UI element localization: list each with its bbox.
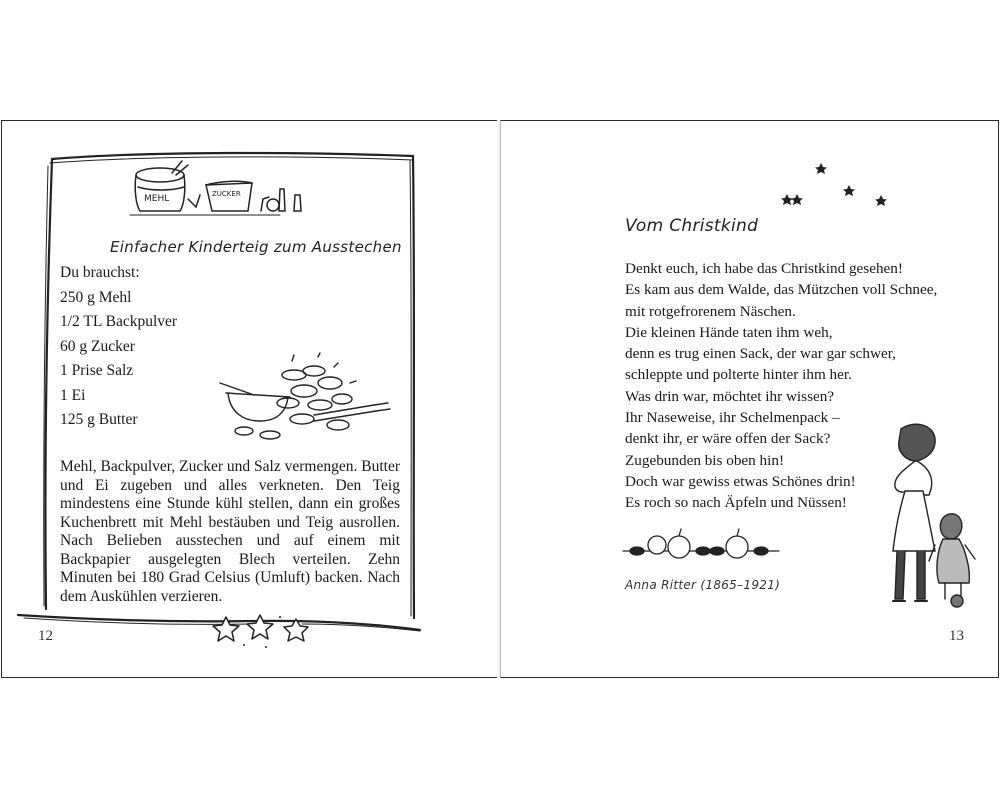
left-page: [1, 120, 500, 678]
poem-line: mit rotgefrorenem Näschen.: [625, 302, 796, 320]
poem-line: Ihr Naseweise, ihr Schelmenpack –: [625, 409, 840, 427]
poem-line: Es roch so nach Äpfeln und Nüssen!: [625, 494, 847, 512]
ingredient-item: 1/2 TL Backpulver: [60, 313, 178, 330]
recipe-title: Einfacher Kinderteig zum Ausstechen: [110, 238, 402, 256]
poem-line: denkt ihr, er wäre offen der Sack?: [625, 430, 831, 448]
ingredient-item: 1 Ei: [60, 386, 86, 404]
poem-line: denn es trug einen Sack, der war gar schwer,: [625, 345, 896, 363]
star-cookies-illustration: [208, 611, 328, 651]
ingredient-item: 1 Prise Salz: [60, 362, 134, 379]
poem-line: schleppte und polterte hinter ihm her.: [625, 366, 852, 384]
baking-ingredients-illustration: [130, 165, 330, 225]
girl-with-doll-illustration: [865, 421, 985, 611]
dough-bowl-illustration: [214, 353, 394, 443]
poem-line: Doch war gewiss etwas Schönes drin!: [625, 472, 856, 490]
stars-icon: [777, 161, 897, 211]
ingredients-heading: Du brauchst:: [60, 264, 140, 281]
poem-line: Die kleinen Hände taten ihm weh,: [625, 323, 833, 341]
ingredient-item: 250 g Mehl: [60, 288, 132, 306]
ingredient-item: 125 g Butter: [60, 411, 138, 428]
poem-line: Was drin war, möchtet ihr wissen?: [625, 387, 835, 405]
page-number: 13: [949, 628, 964, 644]
ingredient-item: 60 g Zucker: [60, 337, 135, 355]
poem-line: Zugebunden bis oben hin!: [625, 451, 785, 469]
sugar-box-label: ZUCKER: [212, 190, 241, 198]
page-number: 12: [38, 628, 53, 644]
poem-line: Denkt euch, ich habe das Christkind gesehen!: [625, 260, 903, 277]
poem-author: Anna Ritter (1865–1921): [625, 578, 781, 592]
recipe-instructions: Mehl, Backpulver, Zucker und Salz vermengen. Butter und Ei zugeben und alles verkneten. Den Teig mindestens eine Stunde kühl stellen, dann ein großes Kuchenbrett mit Mehl bestäuben und Teig ausrollen. Nach Belieben ausstechen und auf einem mit Backpapier ausgelegten Blech verteilen. Zehn Minuten bei 180 Grad Celsius (Umluft) backen. Nach dem Auskühlen verzieren.: [60, 458, 400, 605]
flour-jar-label: MEHL: [144, 194, 170, 204]
ingredient-list: [60, 261, 177, 433]
poem-title: Vom Christkind: [625, 216, 759, 236]
poem-line: Es kam aus dem Walde, das Mützchen voll Schnee,: [625, 281, 938, 299]
apples-nuts-illustration: [619, 525, 789, 565]
right-page: [500, 120, 999, 678]
